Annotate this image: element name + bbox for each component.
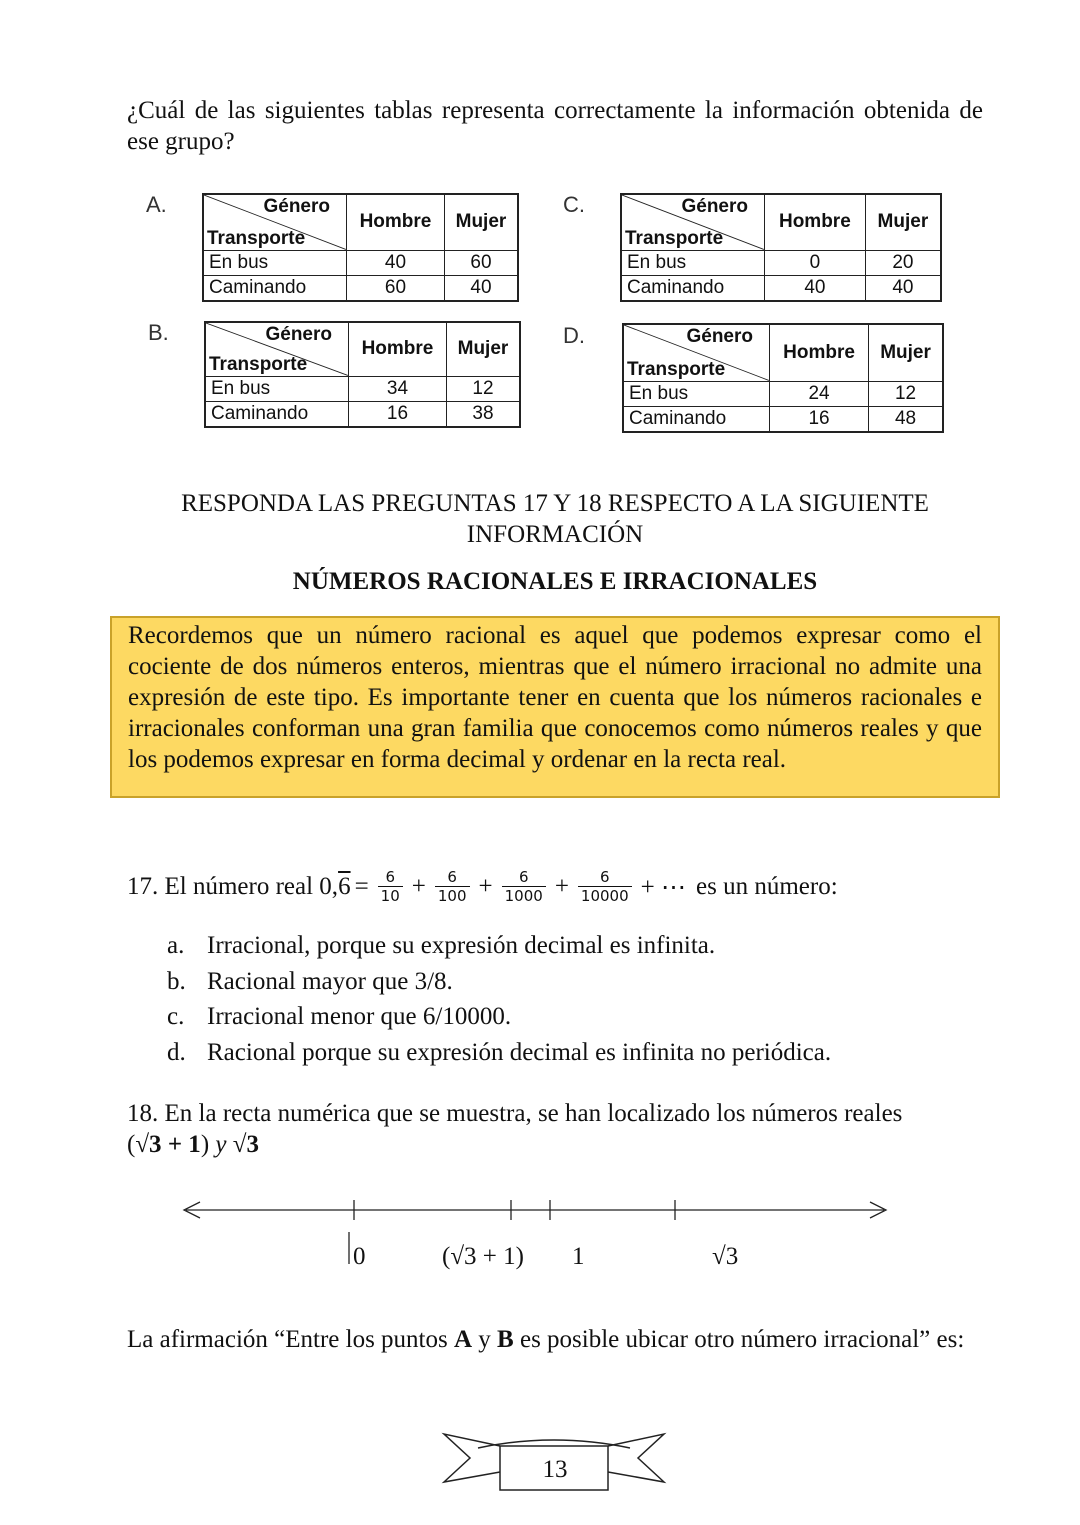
- table-row: [623, 406, 943, 432]
- section-title: NÚMEROS RACIONALES E IRRACIONALES: [292, 568, 818, 595]
- fraction: [502, 868, 546, 905]
- label-zero: 0: [353, 1243, 366, 1270]
- list-item[interactable]: [167, 1039, 831, 1075]
- row-label-bus: En bus: [205, 376, 349, 401]
- option-letter-d: D.: [563, 323, 585, 348]
- header-hombre: Hombre: [349, 322, 447, 376]
- table-option-c: [620, 193, 942, 302]
- option-letter-a: A.: [146, 192, 167, 217]
- q17-prefix: 17. El número real 0,: [127, 872, 339, 900]
- option-letter-b: B.: [148, 320, 169, 345]
- header-transporte: Transporte: [207, 227, 306, 249]
- cell-walk-hombre: 16: [349, 401, 447, 427]
- plus-sign: +: [478, 872, 493, 900]
- q18-expression: [127, 1131, 259, 1158]
- denominator: 10: [378, 886, 403, 905]
- label-root3: √3: [712, 1243, 739, 1270]
- table-row: [621, 250, 941, 275]
- list-item[interactable]: [167, 968, 831, 1004]
- row-label-walk: Caminando: [205, 401, 349, 427]
- header-mujer: Mujer: [444, 194, 518, 250]
- q18-text: 18. En la recta numérica que se muestra, se han localizado los números reales: [127, 1100, 903, 1127]
- option-letter-c: C.: [563, 192, 585, 217]
- denominator: 1000: [502, 886, 546, 905]
- header-transporte: Transporte: [209, 353, 308, 375]
- cell-bus-mujer: 12: [869, 381, 943, 406]
- header-genero: Género: [681, 196, 748, 217]
- choice-text: Racional mayor que 3/8.: [207, 967, 453, 995]
- header-transporte: Transporte: [627, 358, 726, 380]
- diagonal-header-cell: [621, 194, 765, 250]
- denominator: 10000: [578, 886, 632, 905]
- numerator: 6: [518, 868, 529, 886]
- list-item[interactable]: [167, 932, 831, 968]
- numerator: 6: [447, 868, 457, 886]
- closing-part: La afirmación “Entre los puntos: [127, 1326, 454, 1353]
- diagonal-header-cell: [205, 322, 349, 376]
- plus-sign: +: [554, 872, 569, 900]
- closing-statement: [127, 1324, 983, 1355]
- cell-walk-hombre: 16: [770, 406, 869, 432]
- header-mujer: Mujer: [869, 324, 943, 381]
- closing-part: y: [472, 1326, 498, 1353]
- fraction: [578, 868, 632, 905]
- number-line: [170, 1190, 910, 1280]
- row-label-bus: En bus: [203, 250, 347, 275]
- cell-bus-mujer: 60: [444, 250, 518, 275]
- choice-text: Racional porque su expresión decimal es infinita no periódica.: [207, 1038, 832, 1066]
- denominator: 100: [435, 886, 470, 905]
- list-item[interactable]: [167, 1003, 831, 1039]
- row-label-walk: Caminando: [623, 406, 770, 432]
- cell-bus-mujer: 20: [865, 250, 941, 275]
- info-box: Recordemos que un número racional es aquel que podemos expresar como el cociente de dos números enteros, mientras que el número irracional no admite una expresión de este tipo. Es importante tener en cuenta que los números racionales e irracionales conforman una gran familia que conocemos como números reales y que los podemos expresar en forma decimal y ordenar en la recta real.: [110, 616, 1000, 798]
- table-row: [623, 381, 943, 406]
- root3: √3: [135, 1131, 162, 1158]
- header-mujer: Mujer: [446, 322, 520, 376]
- table-option-a: [202, 193, 519, 302]
- numerator: 6: [600, 868, 610, 886]
- q17-equals: =: [354, 872, 369, 900]
- header-genero: Género: [686, 326, 753, 347]
- q17-suffix: es un número:: [696, 872, 838, 900]
- cell-bus-hombre: 34: [349, 376, 447, 401]
- choice-text: Irracional, porque su expresión decimal es infinita.: [207, 932, 716, 959]
- cell-walk-hombre: 40: [765, 275, 866, 301]
- header-hombre: Hombre: [770, 324, 869, 381]
- header-genero: Género: [265, 324, 332, 345]
- choice-text: Irracional menor que 6/10000.: [207, 1003, 512, 1030]
- point-b: B: [497, 1326, 514, 1353]
- question-18: [127, 1098, 983, 1160]
- q17-ellipsis: + ⋯: [640, 873, 686, 901]
- label-one: 1: [572, 1243, 585, 1270]
- diagonal-header-cell: [203, 194, 347, 250]
- cell-bus-hombre: 0: [765, 250, 866, 275]
- header-genero: Género: [263, 196, 330, 217]
- word-y: y: [209, 1131, 233, 1158]
- closing-part: es posible ubicar otro número irracional” es:: [513, 1326, 965, 1353]
- header-transporte: Transporte: [625, 227, 724, 249]
- header-hombre: Hombre: [347, 194, 445, 250]
- paren-close: ): [200, 1131, 210, 1158]
- cell-bus-hombre: 24: [770, 381, 869, 406]
- label-root3-plus-1: (√3 + 1): [442, 1243, 524, 1270]
- fraction: [435, 868, 470, 905]
- question-17: [127, 868, 838, 905]
- row-label-walk: Caminando: [621, 275, 765, 301]
- numerator: 6: [385, 868, 395, 886]
- cell-walk-mujer: 40: [444, 275, 518, 301]
- table-row: [205, 376, 520, 401]
- table-row: [621, 275, 941, 301]
- root3: √3: [232, 1131, 259, 1158]
- table-option-d: [622, 323, 944, 433]
- header-mujer: Mujer: [865, 194, 941, 250]
- paren-open: (: [127, 1131, 136, 1158]
- row-label-walk: Caminando: [203, 275, 347, 301]
- row-label-bus: En bus: [621, 250, 765, 275]
- table-row: [203, 250, 518, 275]
- cell-walk-mujer: 40: [865, 275, 941, 301]
- header-hombre: Hombre: [765, 194, 866, 250]
- cell-walk-mujer: 48: [869, 406, 943, 432]
- choice-letter: c.: [167, 1003, 185, 1030]
- page-number: 13: [542, 1456, 568, 1483]
- choice-letter: b.: [167, 967, 186, 995]
- plus-sign: +: [411, 872, 426, 900]
- cell-bus-mujer: 12: [446, 376, 520, 401]
- q17-choices: [167, 932, 831, 1074]
- cell-bus-hombre: 40: [347, 250, 445, 275]
- row-label-bus: En bus: [623, 381, 770, 406]
- cell-walk-hombre: 60: [347, 275, 445, 301]
- table-row: [205, 401, 520, 427]
- fraction: [378, 868, 403, 905]
- choice-letter: d.: [167, 1038, 186, 1066]
- plus-one: + 1: [161, 1131, 201, 1158]
- table-option-b: [204, 321, 521, 428]
- table-row: [203, 275, 518, 301]
- instruction-heading: RESPONDA LAS PREGUNTAS 17 Y 18 RESPECTO A LA SIGUIENTE INFORMACIÓN: [181, 490, 929, 548]
- diagonal-header-cell: [623, 324, 770, 381]
- choice-letter: a.: [167, 932, 185, 959]
- intro-question: ¿Cuál de las siguientes tablas representa correctamente la información obtenida de ese grupo?: [127, 97, 983, 155]
- q17-repeating-digit: 6: [338, 872, 351, 900]
- point-a: A: [453, 1326, 473, 1353]
- cell-walk-mujer: 38: [446, 401, 520, 427]
